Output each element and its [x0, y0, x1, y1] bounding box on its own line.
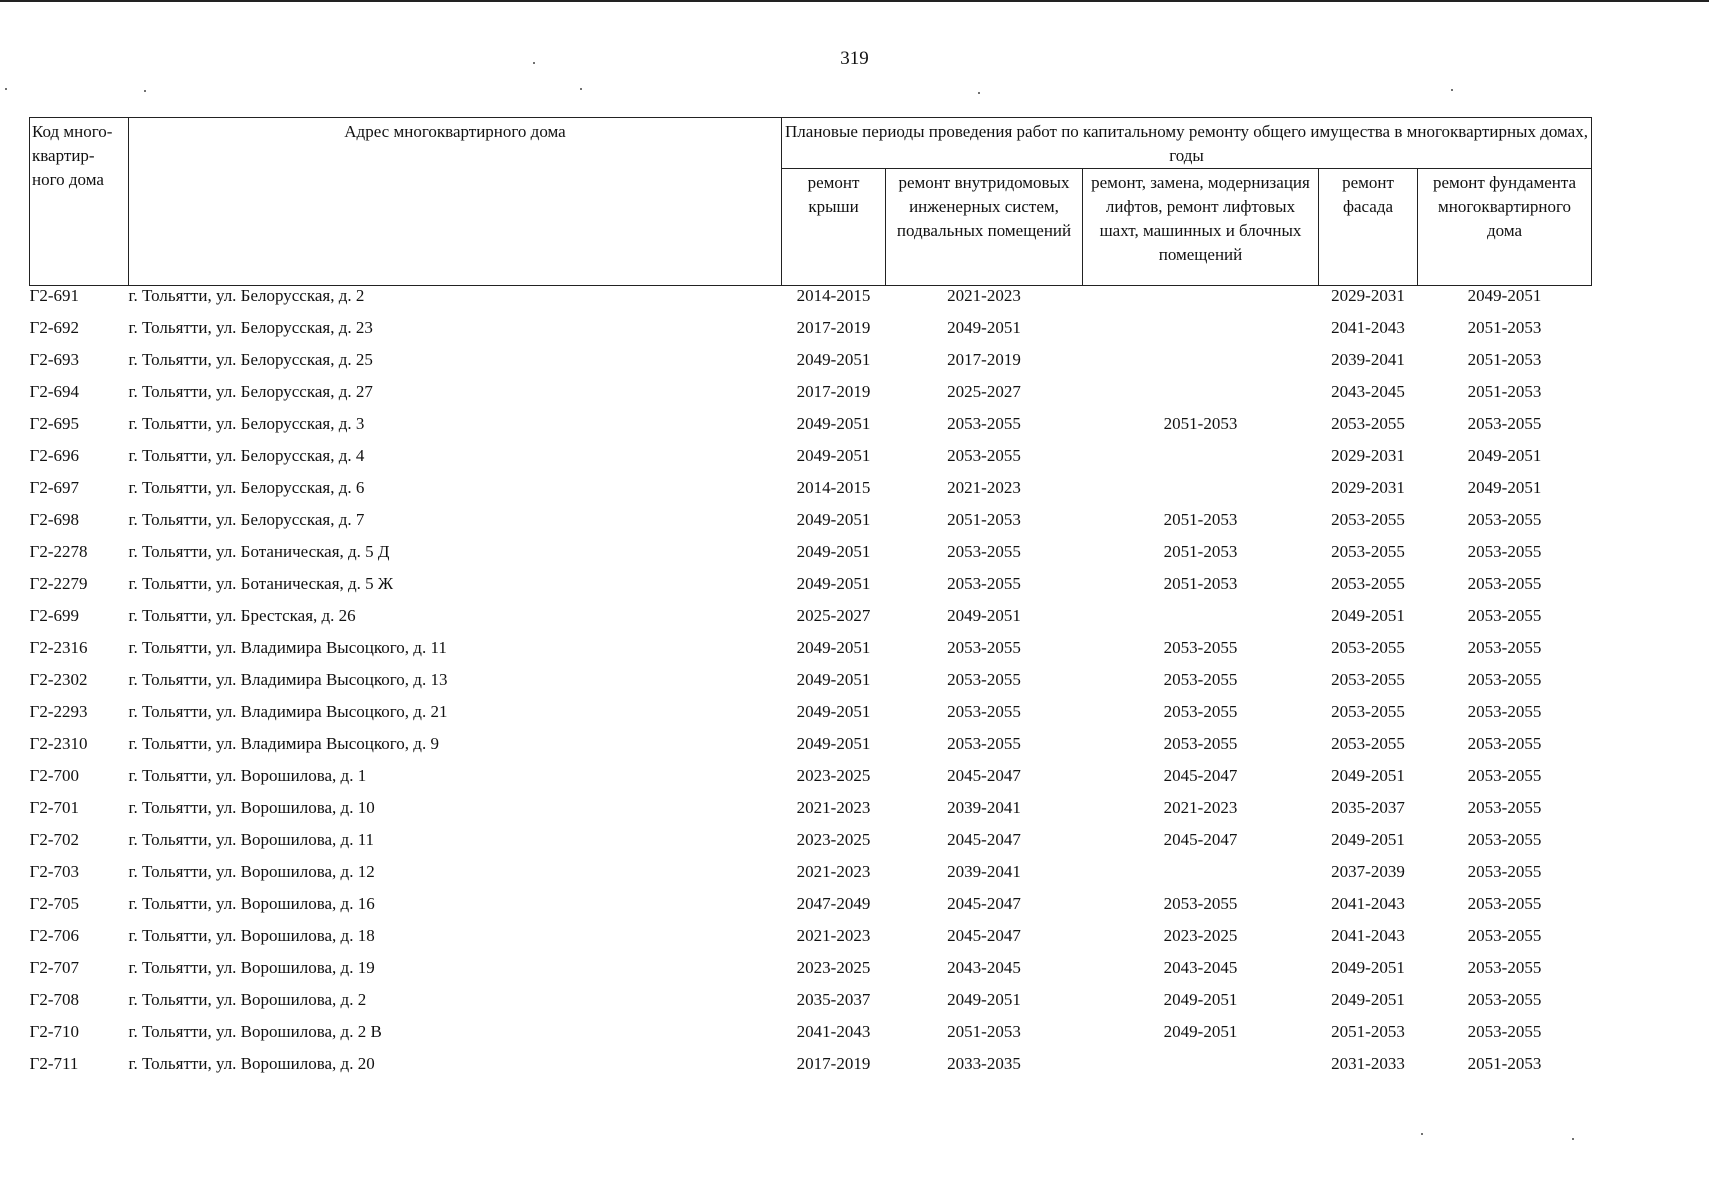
cell-engineering: 2053-2055 — [947, 414, 1021, 433]
cell-code: Г2-2310 — [29, 734, 88, 753]
cell-elevators: 2051-2053 — [1163, 574, 1238, 593]
cell-facade: 2049-2051 — [1331, 766, 1405, 785]
scan-speck — [978, 92, 980, 94]
table-row — [30, 760, 1592, 792]
cell-foundation: 2053-2055 — [1467, 990, 1542, 1009]
cell-address: г. Тольятти, ул. Владимира Высоцкого, д. 11 — [128, 638, 447, 657]
cell-foundation: 2053-2055 — [1467, 1022, 1542, 1041]
cell-foundation: 2053-2055 — [1467, 638, 1542, 657]
cell-elevators — [1083, 376, 1319, 408]
table-row — [30, 408, 1592, 440]
cell-engineering: 2039-2041 — [947, 862, 1021, 881]
cell-elevators — [1083, 312, 1319, 344]
cell-code: Г2-2316 — [29, 638, 88, 657]
table-row — [30, 600, 1592, 632]
cell-facade: 2053-2055 — [1331, 670, 1405, 689]
cell-code: Г2-693 — [29, 350, 79, 369]
cell-code: Г2-699 — [29, 606, 79, 625]
cell-roof: 2017-2019 — [796, 382, 871, 401]
scan-speck — [144, 90, 146, 92]
cell-facade: 2031-2033 — [1331, 1054, 1405, 1073]
cell-facade: 2037-2039 — [1331, 862, 1405, 881]
cell-address: г. Тольятти, ул. Ворошилова, д. 16 — [128, 894, 375, 913]
scan-speck — [1451, 89, 1453, 91]
cell-elevators: 2051-2053 — [1163, 414, 1238, 433]
cell-elevators: 2049-2051 — [1163, 1022, 1238, 1041]
cell-code: Г2-708 — [29, 990, 79, 1009]
column-header-roof: ремонт крыши — [782, 169, 886, 286]
cell-address: г. Тольятти, ул. Белорусская, д. 3 — [128, 414, 365, 433]
cell-address: г. Тольятти, ул. Белорусская, д. 2 — [128, 286, 365, 305]
cell-facade: 2039-2041 — [1331, 350, 1405, 369]
cell-roof: 2035-2037 — [796, 990, 871, 1009]
cell-foundation: 2053-2055 — [1467, 670, 1542, 689]
cell-roof: 2021-2023 — [796, 862, 871, 881]
cell-elevators: 2053-2055 — [1163, 702, 1238, 721]
cell-roof: 2017-2019 — [796, 318, 871, 337]
cell-foundation: 2053-2055 — [1467, 510, 1542, 529]
cell-engineering: 2039-2041 — [947, 798, 1021, 817]
cell-address: г. Тольятти, ул. Белорусская, д. 27 — [128, 382, 373, 401]
cell-foundation: 2053-2055 — [1467, 574, 1542, 593]
cell-code: Г2-697 — [29, 478, 79, 497]
cell-roof: 2049-2051 — [796, 734, 871, 753]
cell-engineering: 2025-2027 — [947, 382, 1021, 401]
cell-foundation: 2053-2055 — [1467, 862, 1542, 881]
cell-engineering: 2021-2023 — [947, 286, 1021, 305]
cell-code: Г2-696 — [29, 446, 79, 465]
cell-elevators: 2053-2055 — [1163, 670, 1238, 689]
cell-roof: 2023-2025 — [796, 830, 871, 849]
scan-speck — [533, 62, 535, 64]
cell-foundation: 2053-2055 — [1467, 798, 1542, 817]
cell-address: г. Тольятти, ул. Ворошилова, д. 18 — [128, 926, 375, 945]
cell-address: г. Тольятти, ул. Ворошилова, д. 19 — [128, 958, 375, 977]
table-row — [30, 1048, 1592, 1080]
cell-foundation: 2053-2055 — [1467, 734, 1542, 753]
cell-roof: 2017-2019 — [796, 1054, 871, 1073]
cell-foundation: 2049-2051 — [1467, 478, 1542, 497]
table-row — [30, 536, 1592, 568]
cell-roof: 2014-2015 — [796, 286, 871, 305]
cell-code: Г2-710 — [29, 1022, 79, 1041]
cell-facade: 2053-2055 — [1331, 510, 1405, 529]
cell-code: Г2-2279 — [29, 574, 88, 593]
cell-code: Г2-706 — [29, 926, 79, 945]
table-row — [30, 664, 1592, 696]
cell-elevators: 2053-2055 — [1163, 734, 1238, 753]
cell-address: г. Тольятти, ул. Владимира Высоцкого, д. 13 — [128, 670, 448, 689]
cell-foundation: 2051-2053 — [1467, 350, 1542, 369]
cell-engineering: 2017-2019 — [947, 350, 1021, 369]
cell-address: г. Тольятти, ул. Ворошилова, д. 10 — [128, 798, 375, 817]
table-row — [30, 568, 1592, 600]
cell-facade: 2029-2031 — [1331, 446, 1405, 465]
cell-code: Г2-694 — [29, 382, 79, 401]
cell-facade: 2041-2043 — [1331, 318, 1405, 337]
column-header-facade: ремонт фасада — [1319, 169, 1418, 286]
cell-roof: 2023-2025 — [796, 958, 871, 977]
table-row — [30, 920, 1592, 952]
cell-facade: 2029-2031 — [1331, 478, 1405, 497]
cell-code: Г2-691 — [29, 286, 79, 305]
cell-engineering: 2053-2055 — [947, 638, 1021, 657]
cell-code: Г2-695 — [29, 414, 79, 433]
cell-code: Г2-701 — [29, 798, 79, 817]
cell-foundation: 2053-2055 — [1467, 414, 1542, 433]
cell-address: г. Тольятти, ул. Ворошилова, д. 20 — [128, 1054, 375, 1073]
cell-code: Г2-698 — [29, 510, 79, 529]
column-header-code: Код много-квартир-ного дома — [30, 118, 129, 286]
cell-roof: 2049-2051 — [796, 542, 871, 561]
table-row — [30, 312, 1592, 344]
cell-facade: 2053-2055 — [1331, 574, 1405, 593]
table-row — [30, 376, 1592, 408]
cell-code: Г2-705 — [29, 894, 79, 913]
column-header-address: Адрес многоквартирного дома — [129, 118, 782, 286]
page-number: 319 — [840, 48, 869, 69]
cell-engineering: 2033-2035 — [947, 1054, 1021, 1073]
column-group-header-periods: Плановые периоды проведения работ по капитальному ремонту общего имущества в многоквартирных домах, годы — [782, 118, 1592, 169]
cell-facade: 2053-2055 — [1331, 734, 1405, 753]
cell-address: г. Тольятти, ул. Белорусская, д. 23 — [128, 318, 373, 337]
table-row — [30, 440, 1592, 472]
cell-foundation: 2053-2055 — [1467, 958, 1542, 977]
cell-elevators: 2021-2023 — [1163, 798, 1238, 817]
table-row — [30, 952, 1592, 984]
cell-foundation: 2053-2055 — [1467, 606, 1542, 625]
cell-elevators: 2049-2051 — [1163, 990, 1238, 1009]
cell-address: г. Тольятти, ул. Белорусская, д. 7 — [128, 510, 365, 529]
cell-address: г. Тольятти, ул. Ворошилова, д. 1 — [128, 766, 367, 785]
cell-elevators — [1083, 286, 1319, 313]
table-row — [30, 856, 1592, 888]
cell-elevators — [1083, 600, 1319, 632]
column-header-elevators: ремонт, замена, модернизация лифтов, ремонт лифтовых шахт, машинных и блочных помещений — [1083, 169, 1319, 286]
cell-elevators: 2053-2055 — [1163, 638, 1238, 657]
cell-facade: 2043-2045 — [1331, 382, 1405, 401]
scan-speck — [1572, 1138, 1574, 1140]
cell-code: Г2-707 — [29, 958, 79, 977]
cell-foundation: 2051-2053 — [1467, 1054, 1542, 1073]
table-row — [30, 984, 1592, 1016]
cell-roof: 2049-2051 — [796, 414, 871, 433]
table-row — [30, 1016, 1592, 1048]
cell-foundation: 2049-2051 — [1467, 446, 1542, 465]
table-row — [30, 344, 1592, 376]
cell-elevators — [1083, 472, 1319, 504]
table-row — [30, 888, 1592, 920]
cell-engineering: 2053-2055 — [947, 734, 1021, 753]
cell-facade: 2029-2031 — [1331, 286, 1405, 305]
cell-code: Г2-2302 — [29, 670, 88, 689]
table-body — [30, 286, 1592, 1081]
cell-address: г. Тольятти, ул. Ворошилова, д. 2 В — [128, 1022, 382, 1041]
cell-foundation: 2051-2053 — [1467, 318, 1542, 337]
scan-speck — [1421, 1133, 1423, 1135]
cell-code: Г2-692 — [29, 318, 79, 337]
capital-repair-schedule-table — [29, 117, 1592, 1080]
table-header — [30, 118, 1592, 286]
cell-engineering: 2045-2047 — [947, 766, 1021, 785]
cell-engineering: 2045-2047 — [947, 894, 1021, 913]
cell-engineering: 2049-2051 — [947, 606, 1021, 625]
cell-address: г. Тольятти, ул. Белорусская, д. 6 — [128, 478, 365, 497]
table-row — [30, 286, 1592, 313]
cell-elevators — [1083, 344, 1319, 376]
cell-facade: 2053-2055 — [1331, 638, 1405, 657]
cell-code: Г2-700 — [29, 766, 79, 785]
cell-elevators: 2051-2053 — [1163, 510, 1238, 529]
cell-address: г. Тольятти, ул. Ботаническая, д. 5 Д — [128, 542, 390, 561]
cell-facade: 2053-2055 — [1331, 414, 1405, 433]
cell-elevators: 2051-2053 — [1163, 542, 1238, 561]
cell-roof: 2049-2051 — [796, 446, 871, 465]
cell-roof: 2049-2051 — [796, 702, 871, 721]
cell-code: Г2-703 — [29, 862, 79, 881]
scan-speck — [580, 88, 582, 90]
cell-facade: 2049-2051 — [1331, 958, 1405, 977]
cell-elevators: 2045-2047 — [1163, 830, 1238, 849]
table-row — [30, 824, 1592, 856]
cell-address: г. Тольятти, ул. Белорусская, д. 4 — [128, 446, 365, 465]
cell-engineering: 2043-2045 — [947, 958, 1021, 977]
cell-roof: 2049-2051 — [796, 670, 871, 689]
cell-facade: 2049-2051 — [1331, 830, 1405, 849]
cell-roof: 2049-2051 — [796, 638, 871, 657]
cell-engineering: 2053-2055 — [947, 542, 1021, 561]
cell-engineering: 2045-2047 — [947, 926, 1021, 945]
cell-address: г. Тольятти, ул. Ворошилова, д. 12 — [128, 862, 375, 881]
cell-roof: 2041-2043 — [796, 1022, 871, 1041]
cell-roof: 2023-2025 — [796, 766, 871, 785]
cell-foundation: 2049-2051 — [1467, 286, 1542, 305]
cell-roof: 2047-2049 — [796, 894, 871, 913]
cell-facade: 2049-2051 — [1331, 990, 1405, 1009]
cell-foundation: 2053-2055 — [1467, 766, 1542, 785]
cell-engineering: 2053-2055 — [947, 670, 1021, 689]
cell-foundation: 2053-2055 — [1467, 830, 1542, 849]
table-row — [30, 696, 1592, 728]
cell-engineering: 2053-2055 — [947, 574, 1021, 593]
cell-code: Г2-711 — [29, 1054, 79, 1073]
scan-speck — [5, 88, 7, 90]
cell-foundation: 2053-2055 — [1467, 926, 1542, 945]
table-row — [30, 472, 1592, 504]
page-top-border — [0, 0, 1709, 2]
cell-engineering: 2049-2051 — [947, 990, 1021, 1009]
cell-address: г. Тольятти, ул. Владимира Высоцкого, д. 21 — [128, 702, 448, 721]
cell-facade: 2049-2051 — [1331, 606, 1405, 625]
table-row — [30, 504, 1592, 536]
cell-code: Г2-2278 — [29, 542, 88, 561]
cell-roof: 2049-2051 — [796, 510, 871, 529]
cell-elevators — [1083, 440, 1319, 472]
cell-roof: 2021-2023 — [796, 926, 871, 945]
cell-engineering: 2021-2023 — [947, 478, 1021, 497]
cell-facade: 2035-2037 — [1331, 798, 1405, 817]
cell-facade: 2041-2043 — [1331, 926, 1405, 945]
cell-roof: 2014-2015 — [796, 478, 871, 497]
column-header-foundation: ремонт фундамента многоквартирного дома — [1418, 169, 1592, 286]
cell-engineering: 2053-2055 — [947, 446, 1021, 465]
column-header-engineering: ремонт внутридомовых инженерных систем, подвальных помещений — [886, 169, 1083, 286]
cell-elevators: 2053-2055 — [1163, 894, 1238, 913]
cell-roof: 2049-2051 — [796, 574, 871, 593]
cell-elevators: 2023-2025 — [1163, 926, 1238, 945]
cell-foundation: 2053-2055 — [1467, 894, 1542, 913]
cell-facade: 2053-2055 — [1331, 542, 1405, 561]
table-row — [30, 632, 1592, 664]
cell-elevators: 2043-2045 — [1163, 958, 1238, 977]
cell-elevators — [1083, 856, 1319, 888]
cell-roof: 2025-2027 — [796, 606, 871, 625]
cell-address: г. Тольятти, ул. Ворошилова, д. 2 — [128, 990, 367, 1009]
cell-address: г. Тольятти, ул. Белорусская, д. 25 — [128, 350, 373, 369]
cell-engineering: 2053-2055 — [947, 702, 1021, 721]
cell-code: Г2-702 — [29, 830, 79, 849]
cell-facade: 2053-2055 — [1331, 702, 1405, 721]
cell-engineering: 2051-2053 — [947, 510, 1021, 529]
cell-roof: 2049-2051 — [796, 350, 871, 369]
cell-foundation: 2053-2055 — [1467, 542, 1542, 561]
cell-address: г. Тольятти, ул. Брестская, д. 26 — [128, 606, 356, 625]
cell-roof: 2021-2023 — [796, 798, 871, 817]
cell-foundation: 2051-2053 — [1467, 382, 1542, 401]
cell-engineering: 2049-2051 — [947, 318, 1021, 337]
cell-address: г. Тольятти, ул. Владимира Высоцкого, д. 9 — [128, 734, 439, 753]
cell-engineering: 2045-2047 — [947, 830, 1021, 849]
table-row — [30, 728, 1592, 760]
cell-elevators: 2045-2047 — [1163, 766, 1238, 785]
cell-code: Г2-2293 — [29, 702, 88, 721]
cell-foundation: 2053-2055 — [1467, 702, 1542, 721]
cell-address: г. Тольятти, ул. Ворошилова, д. 11 — [128, 830, 375, 849]
cell-facade: 2041-2043 — [1331, 894, 1405, 913]
table-row — [30, 792, 1592, 824]
cell-address: г. Тольятти, ул. Ботаническая, д. 5 Ж — [128, 574, 394, 593]
cell-facade: 2051-2053 — [1331, 1022, 1405, 1041]
cell-engineering: 2051-2053 — [947, 1022, 1021, 1041]
cell-elevators — [1083, 1048, 1319, 1080]
